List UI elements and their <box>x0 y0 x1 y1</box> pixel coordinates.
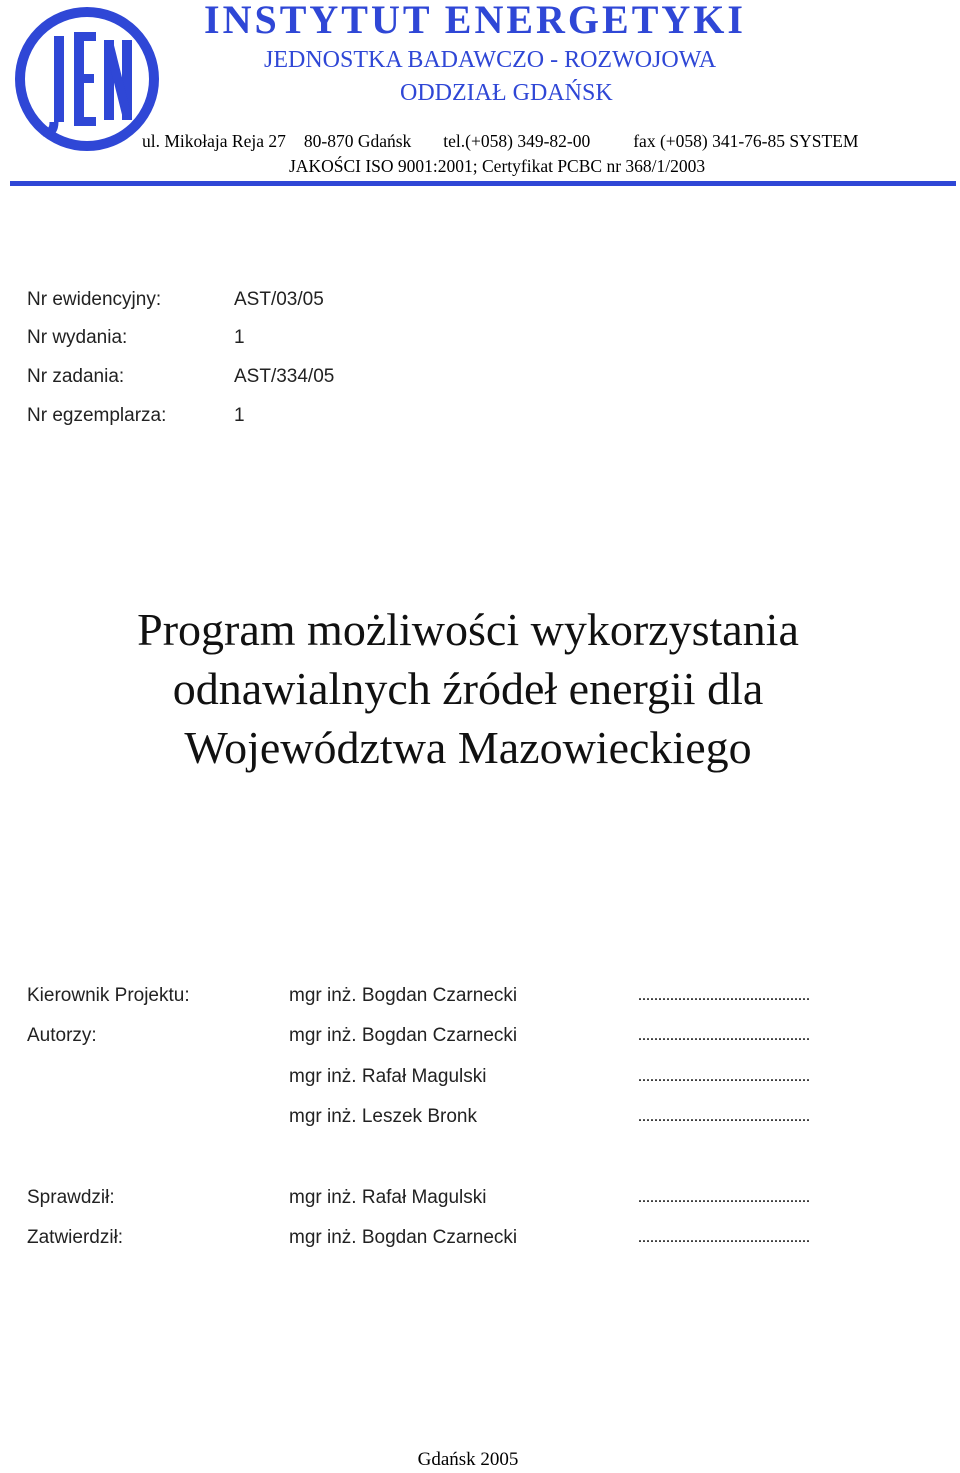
signature-line: ........................................... <box>638 1027 810 1044</box>
title-line-2: odnawialnych źródeł energii dla <box>172 663 764 714</box>
quality-certification: JAKOŚCI ISO 9001:2001; Certyfikat PCBC nr 368/1/2003 <box>289 156 706 176</box>
institute-name: INSTYTUT ENERGETYKI <box>204 0 746 42</box>
reg-label-task: Nr zadania: <box>27 366 125 387</box>
signature-line: ........................................... <box>638 1229 810 1246</box>
signature-line: ........................................... <box>638 1068 810 1085</box>
role-authors: Autorzy: <box>27 1025 97 1046</box>
name-author-2: mgr inż. Rafał Magulski <box>289 1066 487 1087</box>
reg-value-task: AST/334/05 <box>234 366 335 387</box>
title-line-1: Program możliwości wykorzystania <box>137 604 799 655</box>
contact-line <box>142 130 858 152</box>
signature-line: ........................................... <box>638 987 810 1004</box>
title-line-3: Województwa Mazowieckiego <box>184 722 752 773</box>
reg-value-copy: 1 <box>234 405 245 426</box>
document-title <box>0 600 936 777</box>
name-author-1: mgr inż. Bogdan Czarnecki <box>289 1025 518 1046</box>
role-project-manager: Kierownik Projektu: <box>27 985 190 1006</box>
reg-label-copy: Nr egzemplarza: <box>27 405 167 426</box>
phone-number: tel.(+058) 349-82-00 <box>443 131 591 151</box>
place-and-year: Gdańsk 2005 <box>417 1449 519 1470</box>
reg-value-edition: 1 <box>234 327 245 348</box>
name-approved-by: mgr inż. Bogdan Czarnecki <box>289 1227 518 1248</box>
name-checked-by: mgr inż. Rafał Magulski <box>289 1187 487 1208</box>
role-approved-by: Zatwierdził: <box>27 1227 124 1248</box>
institute-branch: ODDZIAŁ GDAŃSK <box>400 80 613 106</box>
postcode-city: 80-870 Gdańsk <box>303 131 412 151</box>
street-address: ul. Mikołaja Reja 27 <box>142 131 286 151</box>
name-author-3: mgr inż. Leszek Bronk <box>289 1106 477 1127</box>
name-project-manager: mgr inż. Bogdan Czarnecki <box>289 985 518 1006</box>
signature-line: ........................................... <box>638 1189 810 1206</box>
institute-unit: JEDNOSTKA BADAWCZO - ROZWOJOWA <box>264 47 717 73</box>
signature-line: ........................................... <box>638 1108 810 1125</box>
role-checked-by: Sprawdził: <box>27 1187 115 1208</box>
reg-label-edition: Nr wydania: <box>27 327 128 348</box>
ien-logo <box>14 6 160 152</box>
reg-label-evidence: Nr ewidencyjny: <box>27 289 162 310</box>
header-divider <box>10 181 956 186</box>
reg-value-evidence: AST/03/05 <box>234 289 324 310</box>
fax-number: fax (+058) 341-76-85 SYSTEM <box>633 131 859 151</box>
